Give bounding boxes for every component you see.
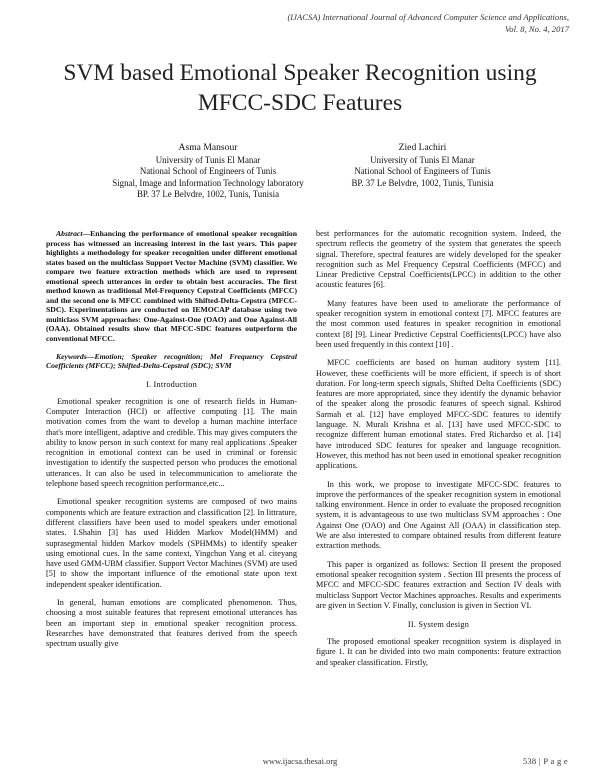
paper-title [0, 58, 600, 118]
paragraph: Emotional speaker recognition is one of research fields in Human-Computer Interaction (HCI) or affective computing [1]. The main motivation comes from the want to develop a human machine interface that's more intelligent, adaptive and credible. This may gives computers the ability to know person in such context for many real applications .Speaker recognition in emotional context can be used in criminal or forensic investigation to identify the suspected person who produces the emotional utterances. It can also be used in telecommunication to ameliorate the telephone based speech recognition performance,etc... [46, 396, 297, 489]
author-block-2 [350, 142, 495, 189]
paragraph: The proposed emotional speaker recognition system is displayed in figure 1. It can be divided into two main components: feature extraction and speaker classification. Firstly, [316, 637, 561, 667]
abstract-label: Abstract [56, 229, 83, 238]
paragraph: In this work, we propose to investigate MFCC-SDC features to improve the performances of the speaker recognition system in emotional talking environment. Hence in order to evaluate the proposed recognition system, it is advantageous to use two multiclass SVM approaches : One Against One (OAO) and One Against All (OAA) in classification step. We are also interested to compare obtained results from different feature extraction methods. [316, 479, 561, 551]
paragraph: In general, human emotions are complicated phenomenon. Thus, choosing a most suitable features that represent emotional utterances has been an important step in emotional speaker recognition process. Researches have demonstrated that features derived from the speech spectrum usually give [46, 598, 297, 649]
left-column [46, 229, 297, 657]
author-affiliation: University of Tunis El Manar [155, 154, 261, 165]
keywords: Keywords—Emotion; Speaker recognition; Mel Frequency Cepstral Coefficients (MFCC); Shifted-Delta-Cepstral (SDC); SVM [46, 351, 297, 371]
author-address: BP. 37 Le Belvdre, 1002, Tunis, Tunisia [351, 177, 494, 188]
footer-url: www.ijacsa.thesai.org [262, 756, 338, 766]
abstract-text: —Enhancing the performance of emotional speaker recognition process has witnessed an increasing interest in the last years. This paper highlights a methodology for speaker recognition under different emotional states based on the multiclass Support Vector Machine (SVM) classifier. We compare two feature extraction methods which are used to represent emotional speech utterances in order to obtain best accuracies. The first method known as traditional Mel-Frequency Cepstral Coefficients (MFCC) and the second one is MFCC combined with Shifted-Delta-Cepstra (MFCC-SDC). Experimentations are conducted on IEMOCAP database using two multiclass SVM approaches: One-Against-One (OAO) and One Against-All (OAA). Obtained results show that MFCC-SDC features outperform the conventional MFCC. [46, 229, 297, 344]
title-line-1: SVM based Emotional Speaker Recognition using [63, 60, 537, 86]
paragraph: best performances for the automatic recognition system. Indeed, the spectrum reflects the geometry of the system that generates the speech signal. Therefore, spectral features are widely developed for the speaker recognition such as Mel Frequency Cepstral Coefficients (MFCC) and Linear Predictive Cepstral Coefficients(LPCC) in addition to the other acoustic features [6]. [316, 229, 561, 290]
paragraph: MFCC coefficients are based on human auditory system [11]. However, these coefficients will be more efficient, if speech is of short duration. For long-term speech signals, Shifted Delta Coefficients (SDC) features are more appropriated, since they identify the dynamic behavior of the speaker along the prosodic features of speech signal. Kshirod Sarmah et al. [12] have employed MFCC-SDC features to identify language. N. Murali Krishna et al. [13] have used MFCC-SDC to recognize different human emotional states. Fred Richardso et al. [14] have introduced SDC features for speaker and language recognition. However, this method has not been used in emotional speaker recognition applications. [316, 358, 561, 471]
author-affiliation: Signal, Image and Information Technology laboratory [112, 177, 304, 188]
author-affiliation: National School of Engineers of Tunis [139, 166, 277, 177]
paragraph: Many features have been used to ameliorate the performance of speaker recognition system in emotional context [7]. MFCC features are the most common used features in speaker recognition in emotional context [8] [9]. Linear Predictive Cepstral Coefficients(LPCC) have also been used frequently in this context [10] . [316, 298, 561, 349]
paragraph: This paper is organized as follows: Section II present the proposed emotional speaker recognition system . Section III presents the process of MFCC and MFCC-SDC features extraction and Section IV deals with multiclass Support Vector Machines approaches. Results and experiments are given in Section V. Finally, conclusion is given in Section VI. [316, 559, 561, 610]
journal-volume: Vol. 8, No. 4, 2017 [505, 23, 569, 34]
author-affiliation: National School of Engineers of Tunis [354, 166, 491, 177]
abstract [46, 229, 297, 344]
section-heading-system-design: II. System design [407, 620, 470, 630]
title-line-2: MFCC-SDC Features [197, 90, 403, 116]
author-name: Asma Mansour [178, 142, 238, 153]
journal-header [287, 12, 569, 35]
journal-name: (IJACSA) International Journal of Advanced Computer Science and Applications, [287, 12, 569, 22]
section-heading-introduction: I. Introduction [146, 379, 197, 389]
page-number: 538 | P a g e [522, 756, 568, 766]
author-affiliation: University of Tunis El Manar [370, 154, 475, 165]
author-address: BP. 37 Le Belvdre, 1002, Tunis, Tunisia [136, 189, 280, 200]
paragraph: Emotional speaker recognition systems are composed of two mains components which are feature extraction and classification [2]. In littrature, different classifiers have been used to model speakers under emotional states. I.Shahin [3] has used Hidden Markov Model(HMM) and suprasegmental hidden Markov models (SPHMMs) to identify speaker using emotional cues. In the same context, Yingchun Yang et al. citeyang have used GMM-UBM classifier. Support Vector Machines (SVM) are used [5] to show the important influence of the emotional state upon text independent speaker identification. [46, 497, 297, 589]
right-column [316, 229, 561, 676]
author-block-1 [108, 142, 308, 201]
author-name: Zied Lachiri [398, 142, 447, 153]
